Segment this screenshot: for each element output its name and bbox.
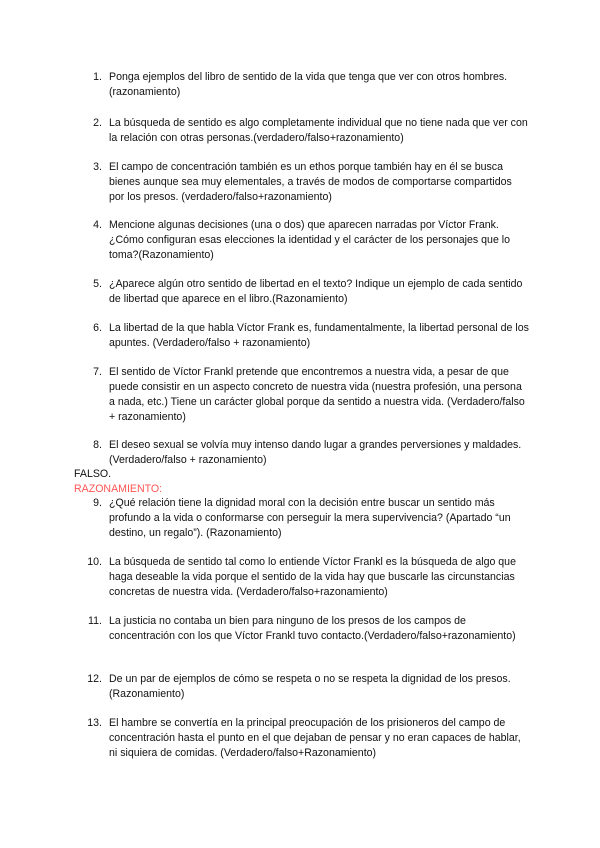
question-number: 10. [87, 556, 102, 568]
question-number: 1. [93, 71, 102, 83]
question-number: 9. [93, 497, 102, 509]
question-text: La búsqueda de sentido tal como lo entiende Víctor Frankl es la búsqueda de algo que haga deseable la vida porque el sentido de la vida hay que buscarle las circunstancias concretas de nuestra vida. (Verdadero/falso+razonamiento) [109, 556, 516, 598]
answer-falso: FALSO. [74, 468, 112, 480]
question-text: Ponga ejemplos del libro de sentido de la vida que tenga que ver con otros hombres.(razonamiento) [109, 71, 508, 98]
question-text: ¿Qué relación tiene la dignidad moral con la decisión entre buscar un sentido más profundo a la vida o conformarse con perseguir la mera supervivencia? (Apartado “un destino, un regalo”). (Razonamiento) [109, 497, 511, 539]
question-text: ¿Aparece algún otro sentido de libertad en el texto? Indique un ejemplo de cada sentido de libertad que aparece en el libro.(Razonamiento) [109, 278, 523, 305]
question-text: De un par de ejemplos de cómo se respeta o no se respeta la dignidad de los presos. (Razonamiento) [109, 673, 511, 700]
question-number: 12. [87, 673, 102, 685]
question-text: El sentido de Víctor Frankl pretende que encontremos a nuestra vida, a pesar de que puede consistir en un aspecto concreto de nuestra vida (nuestra profesión, una persona a nada, etc.) Tiene un carácter global porque da sentido a nuestra vida. (Verdadero/falso + razonamiento) [109, 366, 525, 423]
question-text: La justicia no contaba un bien para ninguno de los presos de los campos de concentración con los que Víctor Frankl tuvo contacto.(Verdadero/falso+razonamiento) [109, 615, 516, 642]
question-number: 5. [93, 278, 102, 290]
question-text: Mencione algunas decisiones (una o dos) que aparecen narradas por Víctor Frank.¿Cómo configuran esas elecciones la identidad y el carácter de los personajes que lo toma?(Razonamiento) [109, 219, 511, 261]
question-number: 11. [88, 615, 102, 627]
question-number: 4. [93, 219, 102, 231]
question-text: El hambre se convertía en la principal preocupación de los prisioneros del campo de concentración hasta el punto en el que dejaban de pensar y no eran capaces de hablar, ni siquiera de comidas. (Verdadero/falso+Razonamiento) [109, 717, 521, 759]
question-number: 2. [93, 117, 102, 129]
question-number: 6. [93, 322, 102, 334]
question-text: La libertad de la que habla Víctor Frank es, fundamentalmente, la libertad personal de los apuntes. (Verdadero/falso + razonamiento) [109, 322, 529, 349]
answer-razonamiento: RAZONAMIENTO: [74, 483, 163, 495]
question-number: 8. [93, 439, 102, 451]
question-text: La búsqueda de sentido es algo completamente individual que no tiene nada que ver con la relación con otras personas.(verdadero/falso+razonamiento) [109, 117, 528, 144]
question-number: 3. [93, 161, 102, 173]
question-text: El deseo sexual se volvía muy intenso dando lugar a grandes perversiones y maldades. (Verdadero/falso + razonamiento) [109, 439, 522, 466]
question-text: El campo de concentración también es un ethos porque también hay en él se busca bienes aunque sea muy elementales, a través de modos de comportarse compartidos por los presos. (verdadero/falso+razonamiento) [109, 161, 512, 203]
question-number: 7. [93, 366, 102, 378]
question-number: 13. [87, 717, 102, 729]
